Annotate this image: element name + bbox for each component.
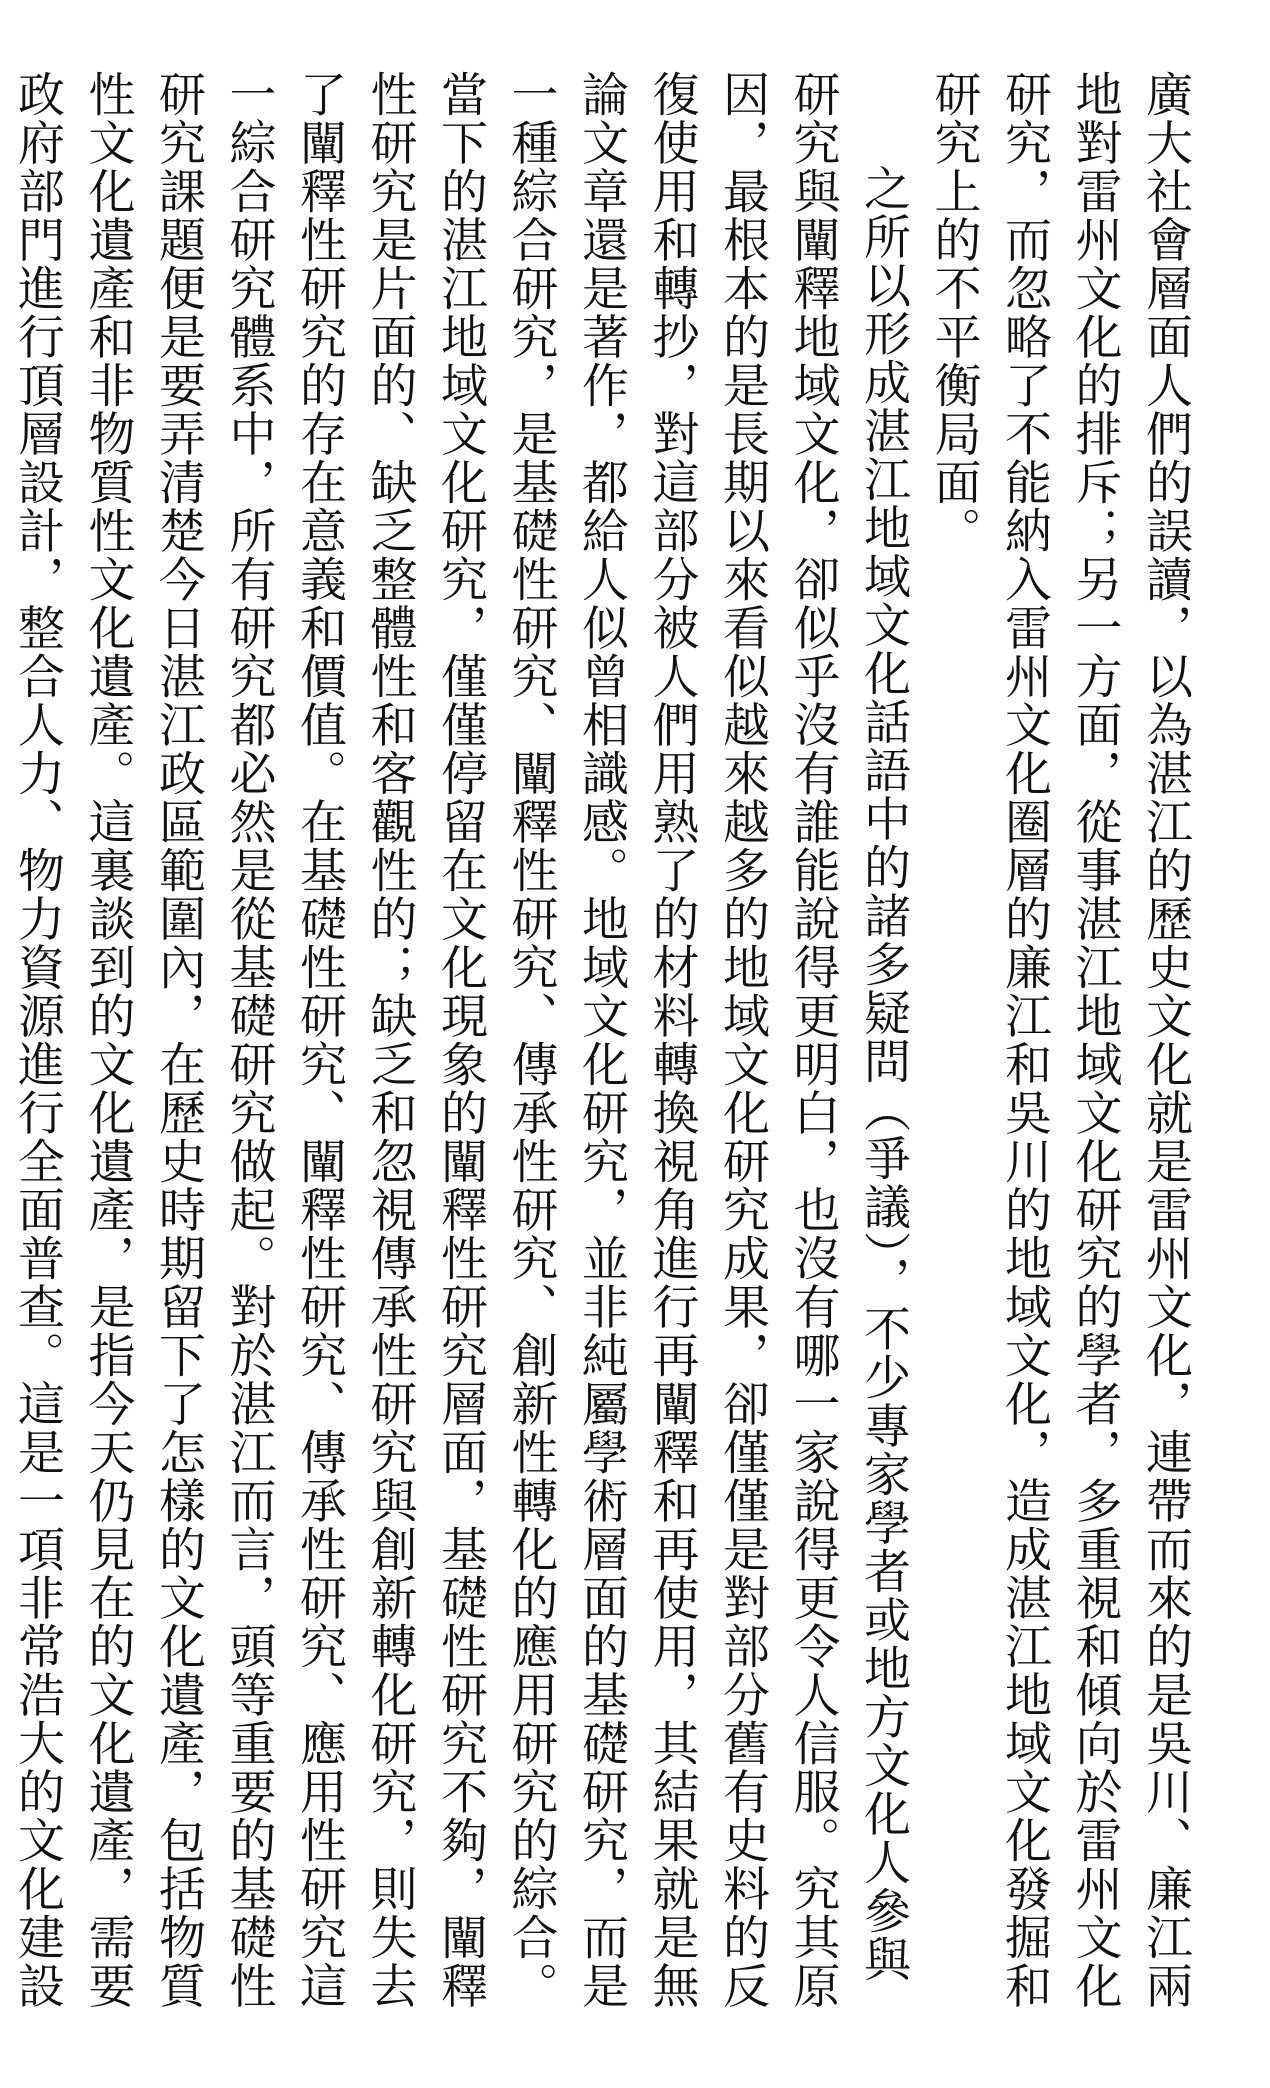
paragraph-continued: 廣大社會層面人們的誤讀，以為湛江的歷史文化就是雷州文化，連帶而來的是吳川、廉江兩地對雷州文化的排斥；另一方面，從事湛江地域文化研究的學者，多重視和傾向於雷州文化研究，而忽略了不能納入雷州文化圈層的廉江和吳川的地域文化，造成湛江地域文化發掘和研究上的不平衡局面。 — [926, 70, 1193, 2010]
vertical-text-body — [0, 70, 1200, 2030]
paragraph-main: 之所以形成湛江地域文化話語中的諸多疑問（爭議），不少專家學者或地方文化人參與研究與闡釋地域文化，卻似乎沒有誰能說得更明白，也沒有哪一家說得更令人信服。究其原因，最根本的是長期以來看似越來越多的地域文化研究成果，卻僅僅是對部分舊有史料的反復使用和轉抄，對這部分被人們用熟了的材料轉換視角進行再闡釋和再使用，其結果就是無論文章還是著作，都給人似曾相識感。地域文化研究，並非純屬學術層面的基礎研究，而是一種綜合研究，是基礎性研究、闡釋性研究、傳承性研究、創新性轉化的應用研究的綜合。當下的湛江地域文化研究，僅僅停留在文化現象的闡釋性研究層面，基礎性研究不夠，闡釋性研究是片面的、缺乏整體性和客觀性的；缺乏和忽視傳承性研究與創新轉化研究，則失去了闡釋性研究的存在意義和價值。在基礎性研究、闡釋性研究、傳承性研究、應用性研究這一綜合研究體系中，所有研究都必然是從基礎研究做起。對於湛江而言，頭等重要的基礎性研究課題便是要弄清楚今日湛江政區範圍內，在歷史時期留下了怎樣的文化遺產，包括物質性文化遺產和非物質性文化遺產。這裏談到的文化遺產，是指今天仍見在的文化遺產，需要政府部門進行頂層設計，整合人力、物力資源進行全面普查。這是一項非常浩大的文化建設 — [10, 70, 911, 2010]
